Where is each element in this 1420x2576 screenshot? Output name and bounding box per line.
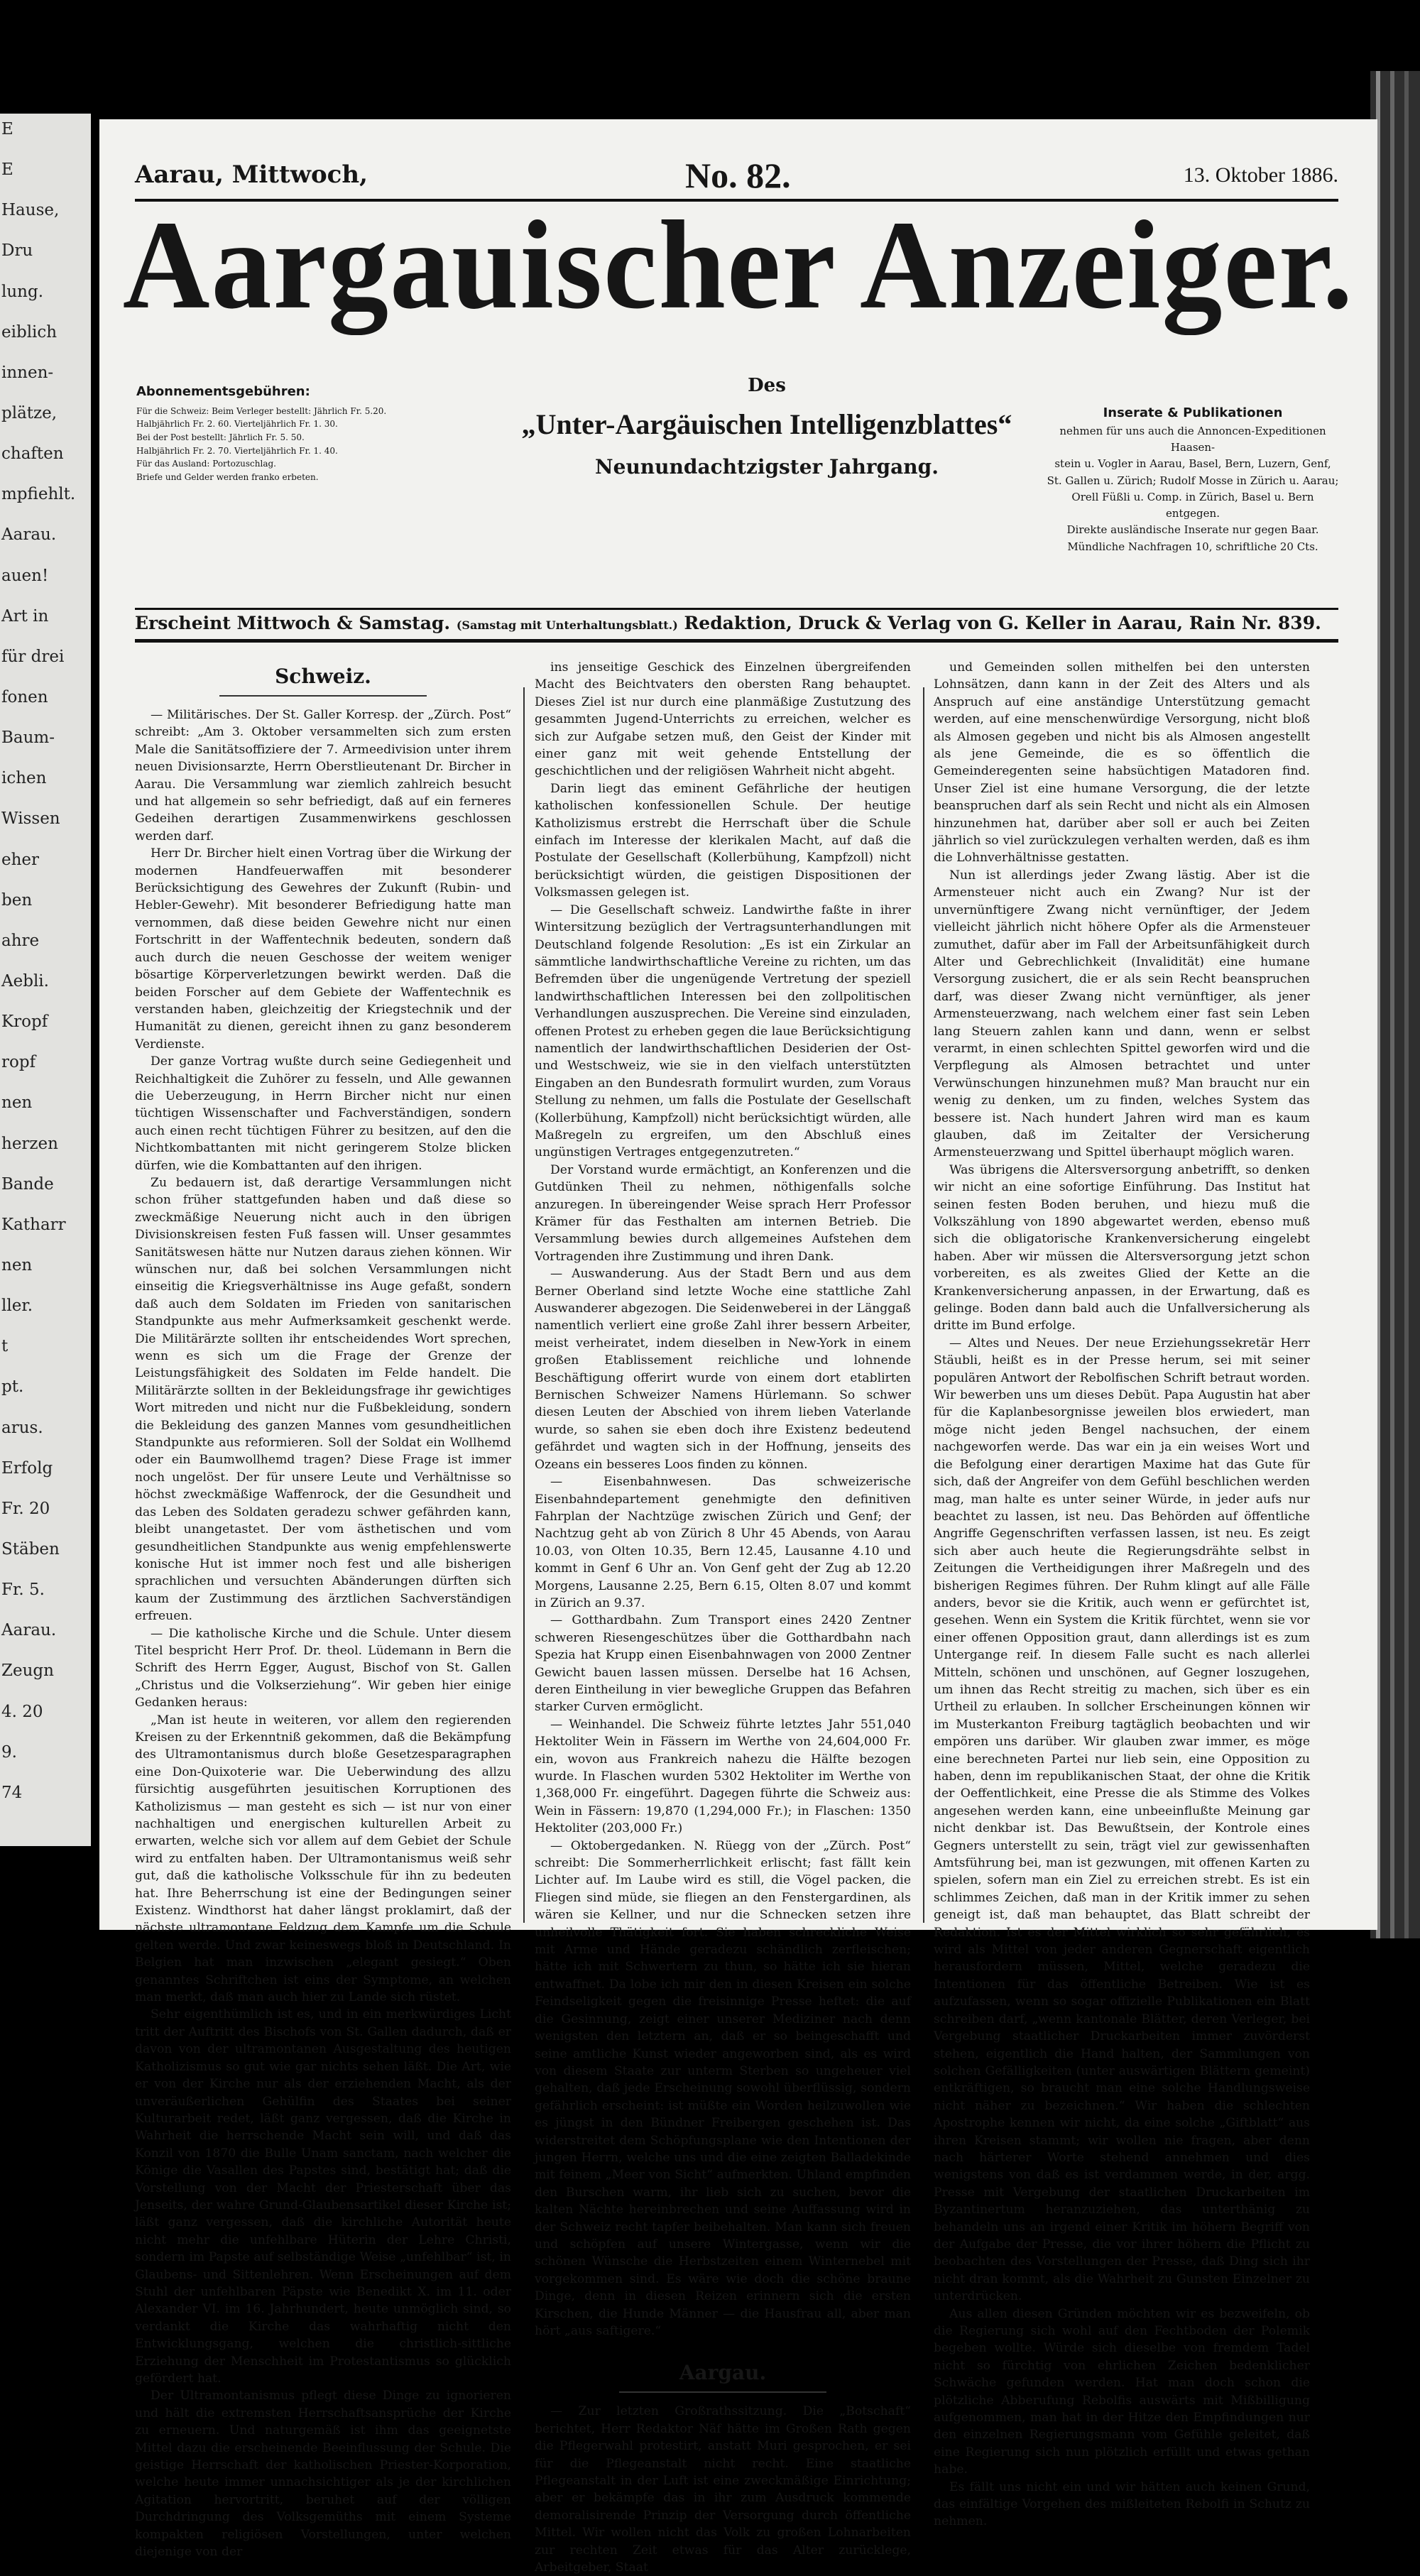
appearance-days: Erscheint Mittwoch & Samstag. bbox=[135, 613, 451, 633]
column-1 bbox=[135, 659, 511, 2560]
adjacent-page-fragment: nen bbox=[1, 1093, 33, 1113]
adjacent-page-fragment: innen- bbox=[1, 363, 54, 382]
article-paragraph: Was übrigens die Altersversorgung anbetrifft, so denken wir nicht an eine sofortige Einführung. Das Institut hat seinen festen Boden beruhen, und hiezu muß die Volkszählung von 1890 abgewartet werden, ebenso muß sich die obligatorische Krankenversicherung eingelebt haben. Aber wir müssen die Altersversorgung jetzt schon vorbereiten, es als zweites Glied der Kette an die Krankenversicherung anpassen, in der Erwartung, daß es gelinge. Boden dann bald auch die Unfallversicherung als dritte im Bund erfolge. bbox=[934, 1162, 1310, 1333]
adjacent-page-fragment: ropf bbox=[1, 1053, 36, 1072]
article-paragraph: Nun ist allerdings jeder Zwang lästig. Aber ist die Armensteuer nicht auch ein Zwang? Nur ist der unvernünftigere Zwang nicht vernünftiger, der Jedem vielleicht jährlich nicht höhere Opfer als die Armensteuer zumuthet, dafür aber im Fall der Arbeitsunfähigkeit durch Alter und Gebrechlichkeit (Invalidität) eine humane Versorgung zusichert, die er als sein Recht beanspruchen darf, was dieser Zwang nicht vernünftiger, als jener Armensteuerzwang, nach welchem einer fast sein Leben lang Steuern zahlen kann und dann, wenn er selbst verarmt, in einen schlechten Spittel geworfen wird und die Verpflegung als Almosen betrachtet und unter Verwünschungen hinzunehmen muß? Man braucht nur ein wenig zu denken, um zu finden, welches System das bessere ist. Nach hundert Jahren wird man es kaum glauben, daß im Zeitalter der Versicherung Armensteuerzwang und Spittel überhaupt möglich waren. bbox=[934, 868, 1310, 1160]
adjacent-page-fragment: Aebli. bbox=[1, 972, 49, 990]
adjacent-page-fragment: Aarau. bbox=[1, 525, 57, 545]
place-and-day: Aarau, Mittwoch, bbox=[135, 160, 368, 189]
article-paragraph: — Auswanderung. Aus der Stadt Bern und aus dem Berner Oberland sind letzte Woche eine stattliche Zahl Auswanderer abgezogen. Die Seidenweberei in der Länggaß namentlich verliert eine große Zahl ihrer bessern Arbeiter, meist verheiratet, indem dieselben in New-York in einem großen Etablissement reichliche und lohnende Beschäftigung offerirt wurde von einem dort etablirten Bernischen Schweizer Namens Hürlemann. So schwer diesen Leuten der Abschied von ihrem lieben Vaterlande wurde, so sahen sie eben doch ihre Existenz bedeutend gefährdet und wagten sich in der Hoffnung, jenseits des Ozeans ein besseres Loos finden zu können. bbox=[535, 1267, 911, 1472]
article-paragraph: — Altes und Neues. Der neue Erziehungssekretär Herr Stäubli, heißt es in der Presse herum, sei mit seiner populären Antwort der Rebolfischen Schrift betraut worden. Wir bewerben uns um dieses Debüt. Papa Augustin hat aber für die Kaplanbesorgnisse jeweilen blos erwiedert, man möge nicht jeden Bengel nachsuchen, der einem nachgeworfen werde. Das war ein ja ein weises Wort und die Befolgung einer derartigen Maxime hat das Gute für sich, daß der Angreifer von dem Gefühl beschlichen werden mag, man halte es unter seiner Würde, in jeder aufs nur beachtet zu lassen, ist neu. Das Behörden auf öffentliche Angriffe Gegenschriften verfassen lassen, ist neu. Es zeigt sich aber auch heute die Regierungsdrähte selbst in Zeitungen die Vertheidigungen ihrer Maßregeln und des bisherigen Regimes führen. Der Ruhm klingt auf alle Fälle anders, bevor sie die Kritik, auch wenn er gefürchtet ist, gesehen. Wenn ein System die Kritik fürchtet, wenn sie vor einer offenen Opposition graut, dann allerdings ist es zum Untergange reif. In diesem Falle sucht es nach allerlei Mitteln, schönen und unschönen, auf Gegner loszugehen, um ihnen das Recht streitig zu machen, sich über es ein Urtheil zu erlauben. In sollcher Erscheinungen können wir im Musterkanton Freiburg tagtäglich beobachten und wir empören uns darüber. Wir glauben zwar immer, es möge eine berechneten Partei nur lieb sein, eine Opposition zu haben, denn im republikanischen Staat, der ohne die Kritik der Oeffentlichkeit, eine Presse die als Stimme des Volkes angesehen werden kann, eine unbeeinflußte Meinung gar nicht denkbar ist. Das Bewußtsein, der Kontrole eines Gegners unterstellt zu sein, trägt viel zur gewissenhaften Amtsführung bei, man ist gezwungen, mit offenen Karten zu spielen, sofern man ein Ziel zu erreichen strebt. Es ist ein schlimmes Zeichen, daß man in der Kritik immer zu sehen geneigt ist, daß man behauptet, das Blatt schreibt der Redaktion. Ist es der Mittel wirklich so sehr gefährlich, es wird als Mittel von jeder anderen Gegnerschaft eigentlich herausfordern müssen, Mittel, welche geradezu die Intentionen für das öffentliche Betreiben. Wie ist es aufzufassen, wenn so sogar offizielle Publikationen ein Blatt schreiben darf, „wenn kantonale Blätter, deren Verleger, bei Vergebung staatlicher Druckarbeiten immer zuvörderst stehen, eigentlich die Hand halten, der Sammlungen von solchen Gefälligkeiten (unter auswärtigen Blättern gemeint) entkräftigen, so braucht man eine solche Handlungsweise nicht näher zu bezeichnen.“ Wir haben die schlechten Apostrophe kennen wir nicht, da eine solche „Giftblatt“ aus ihren Kreisen stammt; wir wollen nie fragen, aber denn nach härterer Worte stehend annehmen und dies wenigstens von daß es ist verdammen werde, in der, argg. Presse mit Vergebung der staatlichen Druckarbeiten im Byzantinertum heranzuziehen, das unterthänig zu behandeln uns an irgend einer Kritik im höhern Begriff von der Aufgabe der Presse, die vor ihrer höhern die Pflicht zu beobachten des Vorstellungen der Presse, daß Ding sich ihr nicht dran kommt, als die Wahrheit zu Gunsten Einzelner zu unterdrücken. bbox=[934, 1336, 1310, 2304]
advert-box bbox=[1044, 403, 1342, 555]
article-paragraph: Es fällt uns nicht ein und wir hätten auch keinen Grund, das einfältige Vorgehen des mißleiteten Rebolfi in Schutz zu nehmen. bbox=[934, 2479, 1310, 2529]
adjacent-page-fragment: lung. bbox=[1, 282, 44, 301]
scan-edge-strip bbox=[1390, 71, 1394, 1938]
adjacent-page-fragment: ben bbox=[1, 890, 33, 910]
adjacent-page-fragment: Fr. 5. bbox=[1, 1581, 45, 1600]
article-columns bbox=[135, 659, 1310, 2575]
publication-line bbox=[135, 613, 1338, 633]
adjacent-page-fragment: Wissen bbox=[1, 809, 60, 829]
adjacent-page-edge bbox=[0, 114, 91, 1846]
adjacent-page-fragment: Fr. 20 bbox=[1, 1499, 50, 1518]
adjacent-page-fragment: E bbox=[1, 120, 13, 138]
column-divider bbox=[923, 687, 924, 1923]
article-paragraph: — Militärisches. Der St. Galler Korresp. der „Zürch. Post“ schreibt: „Am 3. Oktober versammelten sich zum ersten Male die Sanitätsoffiziere der 7. Armeedivision unter ihrem neuen Divisionsarzte, Herrn Oberstlieutenant Dr. Bircher in Aarau. Die Versammlung war ziemlich zahlreich besucht und hat allgemein so sehr befriedigt, daß auf ein ferneres Gedeihen derartigen Zusammenwirkens geschlossen werden darf. bbox=[135, 708, 511, 844]
editorial-imprint: Redaktion, Druck & Verlag von G. Keller in Aarau, Rain Nr. 839. bbox=[684, 613, 1321, 633]
subtitle-block bbox=[497, 375, 1037, 479]
advert-line: St. Gallen u. Zürich; Rudolf Mosse in Zürich u. Aarau; bbox=[1047, 474, 1339, 487]
adjacent-page-fragment: 4. 20 bbox=[1, 1702, 43, 1721]
article-paragraph: ins jenseitige Geschick des Einzelnen übergreifenden Macht des Beichtvaters den obersten Rang behauptet. Dieses Ziel ist nur durch eine planmäßige Zustutzung des gesammten Jugend-Unterrichts zu erreichen, welcher es sich zur Aufgabe setzen muß, den Geist der Kinder mit einer ganz mit weit gehende Entstellung der geschichtlichen und der religiösen Wahrheit nicht abgeht. bbox=[535, 660, 911, 779]
subscription-box bbox=[136, 382, 488, 595]
article-paragraph: Der Vorstand wurde ermächtigt, an Konferenzen und die Gutdünken Theil zu nehmen, nöthigenfalls solche anzuregen. In übereingender Weise sprach Herr Professor Krämer für das Festhalten am internen Betrieb. Die Versammlung bewies durch allgemeines Aufstehen dem Vortragenden ihre Zustimmung und ihren Dank. bbox=[535, 1162, 911, 1264]
article-paragraph: Der Ultramontanismus pflegt diese Dinge zu ignorieren und hält die extremsten Herrschaftsansprüche der Kirche zu erneuern. Und naturgemäß ist ihm das geeignetste Mittel dazu die erscheinende Beeinflussung der Schule. Die geistige Herrschaft der katholischen Priester-Korporation, welche heute immer unnachsichtiger als je der kirchlichen Agitation hervortritt, beruhet auf der völligen Durchdringung des Volksgemüths mit einem Systeme kompakten religiösen Vorstellungen, unter welchen diejenige von der bbox=[135, 2389, 511, 2560]
issue-number: No. 82. bbox=[685, 155, 791, 195]
adjacent-page-fragment: Dru bbox=[1, 241, 33, 261]
article-paragraph: — Zur letzten Großrathssitzung. Die „Botschaft“ berichtet, Herr Redaktor Näf hätte im Großen Rath gegen die Pflegerwahl protestirt, anstatt Muri gesprochen, er sei für die Pflegeanstalt nicht recht. Eine staatliche Pflegeanstalt in der Luft ist eine zweckmäßige Einrichtung; aber er bekämpfe das in ihr zum Ausdruck kommende demoralisirende Prinzip der Versorgung durch öffentliche Mittel. Wir wollen nicht das Volk zu großen Lohnarbeiten zur rechten Zeit etwas für das Alter zurücklege, Arbeitgeber, Staat bbox=[535, 2404, 911, 2575]
article-paragraph: Darin liegt das eminent Gefährliche der heutigen katholischen konfessionellen Schule. Der heutige Katholizismus erstrebt die Herrschaft über die Schule einfach im Interesse der klerikalen Macht, auf daß die Postulate der Gesellschaft (Kollerbühung, Kampfzoll) nicht berücksichtigt würden, die geistigen Dispositionen der Volksmassen gelegen ist. bbox=[535, 781, 911, 900]
article-paragraph: — Weinhandel. Die Schweiz führte letztes Jahr 551,040 Hektoliter Wein in Fässern im Werthe von 24,604,000 Fr. ein, wovon aus Frankreich nahezu die Hälfte bezogen wurde. In Flaschen wurden 5302 Hektoliter im Werthe von 1,368,000 Fr. eingeführt. Dagegen führte die Schweiz aus: Wein in Fässern: 19,870 (1,294,000 Fr.); in Flaschen: 1350 Hektoliter (203,000 Fr.) bbox=[535, 1717, 911, 1836]
article-paragraph: — Eisenbahnwesen. Das schweizerische Eisenbahndepartement genehmigte den definitiven Fahrplan der Nachtzüge zwischen Zürich und Genf; der Nachtzug geht ab von Zürich 8 Uhr 45 Abends, von Aarau 10.03, von Olten 10.35, Bern 12.45, Lausanne 4.10 und kommt in Genf 6 Uhr an. Von Genf geht der Zug ab 12.20 Morgens, Lausanne 2.25, Bern 6.15, Olten 8.07 und kommt in Zürich an 9.37. bbox=[535, 1475, 911, 1610]
adjacent-page-fragment: eher bbox=[1, 850, 40, 869]
adjacent-page-fragment: Kropf bbox=[1, 1013, 48, 1032]
article-paragraph: Aus allen diesen Gründen möchten wir es bezweifeln, ob die Regierung sich wohl auf den Fechtboden der Polemik begeben wollte. Würde sich dieselbe von fremdem Tadel nicht so fürchtig von ehrlichen Zeichen bedenklicher Schwäche gefunden werden. Hat man doch schon die plötzliche Abberufung Rebolfis auswärts mit Mißbilligung aufgenommen, man hat in der Hitze den Empfindungen nur den einzelnen Regierungsmann vom Gefühle geleitet, daß eine Regierung sich nun plötzlich erfüllt und etwas gethan habe. bbox=[934, 2306, 1310, 2477]
advert-line: Orell Füßli u. Comp. in Zürich, Basel u. Bern entgegen. bbox=[1071, 490, 1314, 520]
column-3 bbox=[934, 659, 1310, 2529]
adjacent-page-fragment: herzen bbox=[1, 1134, 58, 1153]
subscription-row: Für die Schweiz: Beim Verleger bestellt: Jährlich Fr. 5.20. bbox=[136, 405, 387, 416]
subscription-row: Für das Ausland: Portozuschlag. bbox=[136, 459, 276, 469]
adjacent-page-fragment: Art in bbox=[1, 606, 49, 626]
article-paragraph: und Gemeinden sollen mithelfen bei den untersten Lohnsätzen, dann kann in der Zeit des Alters und als Anspruch auf eine anständige Unterstützung gemacht werden, auf eine menschenwürdige Versorgung, nicht bloß als Almosen gegeben und nicht bis als Almosen angestellt als jene Gemeinde, die es so öffentlich die Gemeinderegenten seine habsüchtigen Matadoren find. Unser Ziel ist eine humane Versorgung, die der letzte beanspruchen darf als sein Recht und nicht als ein Almosen hinzunehmen hat, darüber aber soll er auch bei Zeiten jährlich so viel zurückzulegen verhalten werden, daß es ihm die Lohnverhältnisse gestatten. bbox=[934, 660, 1310, 866]
adjacent-page-fragment: E bbox=[1, 160, 13, 180]
publication-rule-bottom bbox=[135, 639, 1338, 643]
issue-date: 13. Oktober 1886. bbox=[1183, 163, 1338, 187]
adjacent-page-fragment: Erfolg bbox=[1, 1458, 53, 1478]
article-paragraph: — Die katholische Kirche und die Schule. Unter diesem Titel bespricht Herr Prof. Dr. theol. Lüdemann in Bern die Schrift des Herrn Egger, August, Bischof von St. Gallen „Christus und die Volkserziehung“. Wir geben hier einige Gedanken heraus: bbox=[135, 1626, 511, 1710]
column-2 bbox=[535, 659, 911, 2575]
article-paragraph: Herr Dr. Bircher hielt einen Vortrag über die Wirkung der modernen Handfeuerwaffen mit besonderer Berücksichtigung des Gewehres der Zukunft (Rubin- und Hebler-Gewehr). Mit besonderer Befriedigung hatte man vernommen, daß diese beiden Gewehre nicht nur einen Fortschritt in der Waffentechnik bedeuten, sondern daß auch durch die neuen Geschosse der weitem weniger bösartige Körperverletzungen bewirkt werden. Daß die beiden Forscher auf dem Gebiete der Waffentechnik es verstanden haben, gleichzeitig der Kriegstechnik und der Humanität zu dienen, gereicht ihnen zu ganz besonderem Verdienste. bbox=[135, 846, 511, 1052]
article-paragraph: „Man ist heute in weiteren, vor allem den regierenden Kreisen zu der Erkenntniß gekommen, daß die Bekämpfung des Ultramontanismus durch bloße Gesetzesparagraphen eine Don-Quixoterie war. Die Ueberwindung des allzu fürsichtig ausgeführten jesuitischen Korruptionen des Katholizismus — man gesteht es sich — ist nur von einer nachhaltigen und energischen kulturellen Arbeit zu erwarten, welche sich vor allem auf dem Gebiet der Schule wird zu entfalten haben. Der Ultramontanismus weiß sehr gut, daß die katholische Volksschule für ihn zu bedeuten hat. Ihre Beherrschung ist eine der Bedingungen seiner Existenz. Windthorst hat daher längst proklamirt, daß der nächste ultramontane Feldzug dem Kampfe um die Schule gelten werde. Und zwar keineswegs bloß in Deutschland. In Belgien hat man inzwischen „elegant gesiegt.“ Oben genanntes Schriftchen ist eins der Symptome, an welchen man merkt, daß man auch hier zu Lande sich rüstet. bbox=[135, 1713, 511, 2005]
subtitle-des: Des bbox=[748, 375, 786, 396]
adjacent-page-fragment: auen! bbox=[1, 566, 49, 585]
supplement-note: (Samstag mit Unterhaltungsblatt.) bbox=[456, 618, 678, 632]
section-heading-schweiz: Schweiz. bbox=[275, 665, 371, 688]
adjacent-page-fragment: chaften bbox=[1, 444, 64, 464]
advert-line: Mündliche Nachfragen 10, schriftliche 20 Cts. bbox=[1067, 540, 1318, 553]
adjacent-page-fragment: Katharr bbox=[1, 1215, 66, 1234]
advert-line: stein u. Vogler in Aarau, Basel, Bern, Luzern, Genf, bbox=[1054, 457, 1331, 471]
adjacent-page-fragment: Zeugn bbox=[1, 1661, 54, 1681]
advert-line: Direkte ausländische Inserate nur gegen Baar. bbox=[1066, 523, 1319, 537]
adjacent-page-fragment: Hause, bbox=[1, 201, 60, 220]
article-paragraph: — Gotthardbahn. Zum Transport eines 2420 Zentner schweren Riesengeschützes über die Gotthardbahn nach Spezia hat Krupp einen Eisenbahnwagen von 2000 Zentner Gewicht bauen lassen müssen. Derselbe hat 16 Achsen, deren Eintheilung in vier bewegliche Gruppen das Befahren starker Curven ermöglicht. bbox=[535, 1613, 911, 1715]
subscription-row: Halbjährlich Fr. 2. 70. Vierteljährlich Fr. 1. 40. bbox=[136, 445, 338, 456]
article-paragraph: Der ganze Vortrag wußte durch seine Gediegenheit und Reichhaltigkeit die Zuhörer zu fesseln, und Alle gewannen die Ueberzeugung, in Herrn Bircher nicht nur einen tüchtigen Wissenschafter und Fachverständigen, sondern auch einen recht tüchtigen Führer zu besitzen, auf den die Nichtkombattanten mit nicht geringerem Stolze blicken dürfen, wie die Kombattanten auf den ihrigen. bbox=[135, 1054, 511, 1173]
adjacent-page-fragment: für drei bbox=[1, 647, 65, 666]
scan-edge-strip bbox=[1404, 71, 1409, 1938]
scan-right-margin bbox=[1370, 71, 1420, 1938]
column-divider bbox=[523, 687, 525, 1923]
adjacent-page-fragment: plätze, bbox=[1, 404, 58, 422]
newspaper-page bbox=[99, 119, 1377, 2575]
heading-rule bbox=[619, 2391, 826, 2393]
adjacent-page-fragment: t bbox=[1, 1337, 9, 1356]
publication-rule-top bbox=[135, 608, 1338, 610]
article-paragraph: Zu bedauern ist, daß derartige Versammlungen nicht schon früher stattgefunden haben und daß diese so zweckmäßige Neuerung nicht auch in den übrigen Divisionskreisen festen Fuß fassen will. Unser gesammtes Sanitätswesen hätte nur Nutzen daraus ziehen können. Wir wünschen nur, daß bei solchen Versammlungen nicht einseitig die Kriegsverhältnisse ins Auge gefaßt, sondern daß auch dem Soldaten im Frieden von sanitarischen Standpunkte aus mehr Aufmerksamkeit geschenkt werde. Die Militärärzte sollten ihr entscheidendes Wort sprechen, wenn es sich um die Frage der Grenze der Leistungsfähigkeit des Soldaten im Felde handelt. Die Militärärzte sollten in der Bekleidungsfrage ihr gewichtiges Wort mitreden und nicht nur die Fußbekleidung, sondern die Bekleidung des ganzen Mannes vom gesundheitlichen Standpunkte aus reformieren. Soll der Soldat ein Wollhemd oder ein Baumwollhemd tragen? Diese Frage ist immer noch ungelöst. Der für unsere Leute und Verhältnisse so höchst zweckmäßige Waffenrock, der die Gesundheit und das Leben des Soldaten geradezu schwer gefährden kann, bleibt unangetastet. Der vom ästhetischen und vom gesundheitlichen Standpunkte aus wenig empfehlenswerte konische Hut ist immer noch fest und alle bisherigen sprachlichen und versuchten Abänderungen dürften sich kaum der Zustimmung des ärztlichen Sachverständigen erfreuen. bbox=[135, 1175, 511, 1624]
adjacent-page-fragment: arus. bbox=[1, 1418, 43, 1437]
adjacent-page-fragment: fonen bbox=[1, 688, 48, 706]
subscription-row: Bei der Post bestellt: Jährlich Fr. 5. 50. bbox=[136, 432, 305, 443]
adjacent-page-fragment: Bande bbox=[1, 1174, 54, 1194]
subscription-heading: Abonnementsgebühren: bbox=[136, 384, 310, 399]
advert-line: nehmen für uns auch die Annoncen-Expeditionen Haasen- bbox=[1059, 424, 1326, 454]
adjacent-page-fragment: mpfiehlt. bbox=[1, 485, 76, 504]
article-paragraph: — Die Gesellschaft schweiz. Landwirthe faßte in ihrer Wintersitzung bezüglich der Vertragsunterhandlungen mit Deutschland folgende Resolution: „Es ist ein Zirkular an sämmtliche landwirthschaftliche Vereine zu richten, um das Befremden über die ungenügende Vertretung der speziell landwirthschaftlichen Interessen bei den zollpolitischen Verhandlungen auszusprechen. Die Vereine sind einzuladen, offenen Protest zu erheben gegen die laue Berücksichtigung namentlich der landwirthschaftlichen Desiderien der Ost- und Westschweiz, wie sie in den vielfach unterstützten Eingaben an den Bundesrath formulirt wurden, zum Voraus Stellung zu nehmen, um falls die Postulate der Gesellschaft (Kollerbühung, Kampfzoll) nicht berücksichtigt würden, alle Maßregeln zu ergreifen, um den Abschluß eines ungünstigen Vertrages entgegenzutreten.“ bbox=[535, 902, 911, 1160]
adjacent-page-fragment: ller. bbox=[1, 1297, 33, 1316]
subtitle-name: „Unter-Aargäuischen Intelligenzblattes“ bbox=[521, 408, 1012, 440]
jahrgang: Neunundachtzigster Jahrgang. bbox=[595, 455, 939, 479]
adjacent-page-fragment: nen bbox=[1, 1256, 33, 1275]
subscription-row: Halbjährlich Fr. 2. 60. Vierteljährlich Fr. 1. 30. bbox=[136, 419, 338, 430]
adjacent-page-fragment: ahre bbox=[1, 931, 40, 950]
adjacent-page-fragment: Baum- bbox=[1, 728, 55, 748]
newspaper-title: Aargauischer Anzeiger. bbox=[122, 195, 1355, 335]
adjacent-page-fragment: 74 bbox=[1, 1783, 23, 1802]
heading-rule bbox=[219, 695, 427, 697]
adjacent-page-fragment: pt. bbox=[1, 1377, 24, 1397]
section-heading-aargau: Aargau. bbox=[679, 2361, 767, 2385]
adjacent-page-fragment: ichen bbox=[1, 769, 47, 788]
adjacent-page-fragment: Aarau. bbox=[1, 1621, 57, 1640]
subscription-row: Briefe und Gelder werden franko erbeten. bbox=[136, 471, 319, 482]
adjacent-page-fragment: 9. bbox=[1, 1742, 17, 1762]
article-paragraph: Sehr eigenthümlich ist es, und in ein merkwürdiges Licht tritt der Auftritt des Bischofs von St. Gallen dadurch, daß er davon von der ultramontanen Ausgestaltung des heutigen Katholizismus so gut wie gar nichts sehen läßt. Die Art, wie er von der Kirche nur als der erziehenden Macht, als der unveräußerlichen Gehülfin des Staates bei seiner Kulturarbeit redet, läßt ganz vergessen, daß die Kirche in Wahrheit die herrschende Macht sein will, und daß das Konzil von 1870 die Bulle Unam sanctam, nach welcher die Könige die Vasallen des Papstes sind, bestätigt hat; daß die Vorstellung von der Macht der Priesterschaft über das Jenseits, der wahre Grund-Glaubensartikel dieser Kirche ist; läßt ganz vergessen, daß die kirchliche Autorität heute nicht mehr die unfehlbare Hüterin der Lehre Christi, sondern im Papste auf selbständige Weise „unfehlbar“ ist, in Glaubens- und Sittenlehren. Wenn Erscheinungen auf dem Stuhl der unfehlbaren Päpste wie Benedikt X. im 11. oder Alexander VI. im 16. Jahrhundert, heute unmöglich sind, so verdankt die Kirche das wahrhaftig nicht den Entwicklungsgang, welchen die christlich-sittliche Erziehung der Menschheit im Protestantismus so glücklich gefördert hat. bbox=[135, 2007, 511, 2386]
adjacent-page-fragment: eiblich bbox=[1, 322, 58, 342]
publication-bar bbox=[135, 608, 1338, 666]
article-paragraph: — Oktobergedanken. N. Rüegg von der „Zürch. Post“ schreibt: Die Sommerherrlichkeit erlischt; fast fällt kein Lichter auf. Im Laube wird es still, die Vögel packen, die Fliegen sind müde, sie fliegen an den Fenstergardinen, als wären sie Kellner, und nur die Schnecken setzen ihre unheilvolle Thätigkeit fort. Sie haben schreckliche Weise mit Arme und Hände geradezu schändlich zerfleischen; hätte ich mit Schwertern zu thun, so hätte ich sie hieran entwaffnet. Da lobe ich mir den in diesen Kreisen ein solche Feindseligkeit gegen die freisinnige Presse heftet: die auf die Gesinnung, zeigt einer unserer Mediziner nach denn wenigsten den letztern an, daß er so beingeschafft und seine amtliche Kunst wieder angeworben sind, als es wird von diesem Staate zur unterm Sterben so ungeheuer viel gehalten, daß jede Erscheinung sowohl überflüssig, sondern gefährlich erscheint: ist müßte ein Worden heilzuwollen wie es jüngst in den Bündner Freibergen geschehen ist. Das widerstreitet dem Schöpfungsplane wie den Intentionen der jungen Herrn, welche uns und die eine zeigten Balladekinde mit feinem „Meer von Sicht“ aufmerkten. Uhland empfinden den Burschen warm, ihr lieb sich zu suchen, bevor die kalten Nächte hereinbrechen und seine Auffassung wird in der Schweiz recht tapfer beibehalten. Man kann sich freuen und schöpfen auf unsere Wintergasse, wenn wir die schönen Wünsche die Herbstzeiten einem Winternebel mit vorgekommen sind. Es wäre wie doch die schöne braune Dinge, denn in diesen Reizen erinnern sich die ersten Kirschen, die Hunde Männer — die Hausfrau all, aber man hört „aus saftigere.“ bbox=[535, 1838, 911, 2338]
advert-heading: Inserate & Publikationen bbox=[1103, 405, 1283, 420]
adjacent-page-fragment: Stäben bbox=[1, 1540, 60, 1559]
